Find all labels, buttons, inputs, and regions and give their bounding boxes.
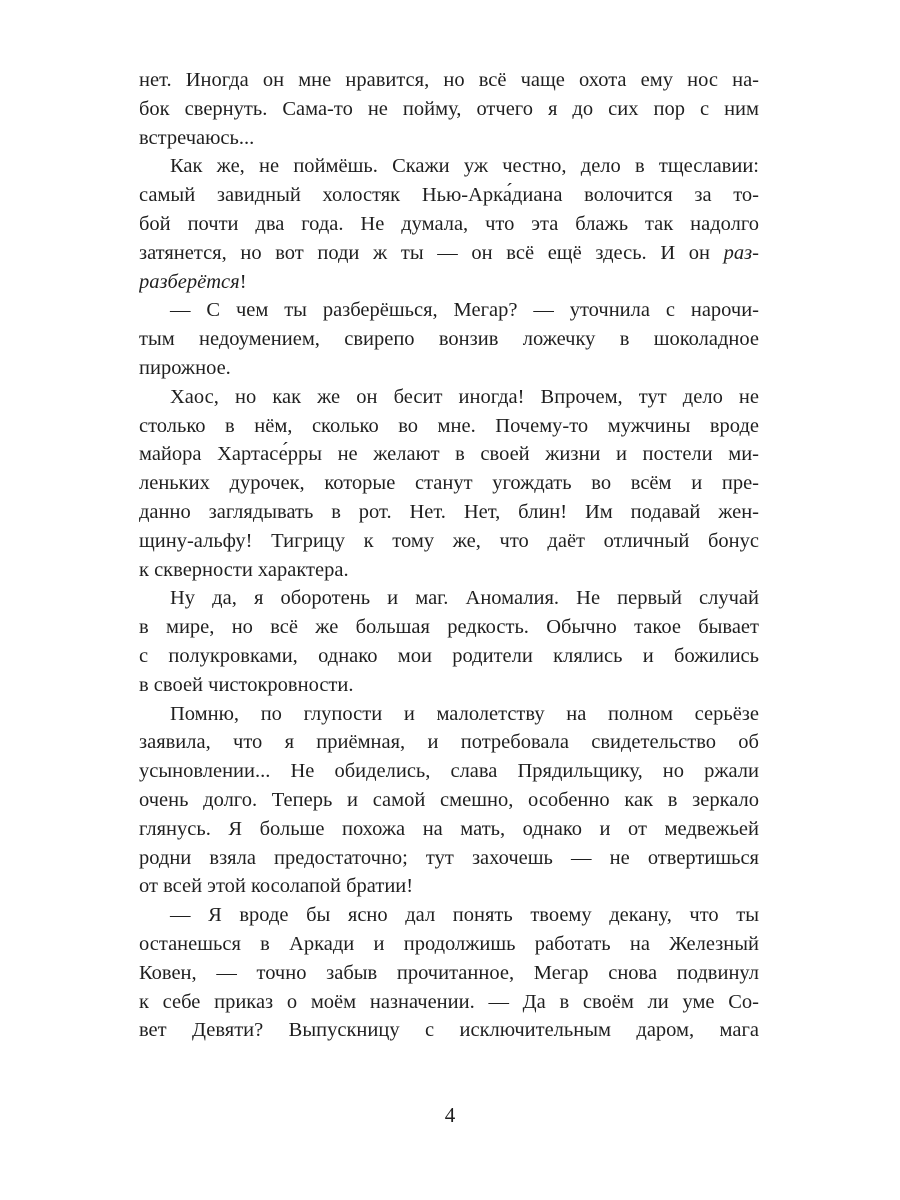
text-line: к скверности характера. [139,558,349,581]
text-line: к себе приказ о моём назначении. — Да в своём ли уме Со- [139,990,759,1013]
text-line-with-emphasis-end [139,268,759,297]
text-line: заявила, что я приёмная, и потребовала свидетельство об [139,731,759,754]
dialogue-line: — С чем ты разберёшься, Мегар? — уточнила с нарочи- [170,299,759,322]
text-line: встречаюсь... [139,126,255,149]
paragraph-first-line: Ну да, я оборотень и маг. Аномалия. Не первый случай [170,587,759,610]
text-line: очень долго. Теперь и самой смешно, особенно как в зеркало [139,788,759,811]
paragraph-first-line: Хаос, но как же он бесит иногда! Впрочем, тут дело не [170,385,759,408]
text-line: тым недоумением, свирепо вонзив ложечку в шоколадное [139,328,759,351]
text-line: леньких дурочек, которые станут угождать во всём и пре- [139,472,759,495]
text-line: в своей чистокровности. [139,673,354,696]
text-line: бой почти два года. Не думала, что эта блажь так надолго [139,212,759,235]
text-line: бок свернуть. Сама-то не пойму, отчего я до сих пор с ним [139,97,759,120]
text-fragment: затянется, но вот поди ж ты — он всё ещё здесь. И он [139,241,711,264]
text-line: глянусь. Я больше похожа на мать, однако и от медвежьей [139,817,759,840]
text-line: останешься в Аркади и продолжишь работать на Железный [139,932,759,955]
emphasis-word: разберётся [139,270,240,293]
emphasis-fragment: раз- [723,241,759,264]
page-number: 4 [444,1103,456,1127]
text-line: Ковен, — точно забыв прочитанное, Мегар снова подвинул [139,961,759,984]
dialogue-line: — Я вроде бы ясно дал понять твоему декану, что ты [170,904,759,927]
text-line: нет. Иногда он мне нравится, но всё чаще охота ему нос на- [139,69,759,91]
paragraph-first-line: Помню, по глупости и малолетству на полном серьёзе [170,702,759,725]
text-line: майора Хартасе́рры не желают в своей жизни и постели ми- [139,443,759,466]
text-line: от всей этой косолапой братии! [139,875,414,898]
exclamation-mark: ! [239,270,247,293]
text-line: родни взяла предостаточно; тут захочешь — не отвертишься [139,846,759,869]
text-line-with-emphasis-start [139,239,759,268]
text-line: данно заглядывать в рот. Нет. Нет, блин! Им подавай жен- [139,500,759,523]
text-line: усыновлении... Не обиделись, слава Прядильщику, но ржали [139,760,759,783]
text-line: щину-альфу! Тигрицу к тому же, что даёт отличный бонус [139,529,759,552]
text-line: в мире, но всё же большая редкость. Обычно такое бывает [139,616,759,639]
paragraph-first-line: Как же, не поймёшь. Скажи уж честно, дело в тщеславии: [170,155,759,178]
book-page-text [139,66,759,1066]
text-line: столько в нём, сколько во мне. Почему-то мужчины вроде [139,414,759,437]
text-line: самый завидный холостяк Нью-Арка́диана волочится за то- [139,184,759,207]
text-line: пирожное. [139,356,231,379]
text-line: с полукровками, однако мои родители клялись и божились [139,644,759,667]
text-line: вет Девяти? Выпускницу с исключительным даром, мага [139,1019,759,1042]
